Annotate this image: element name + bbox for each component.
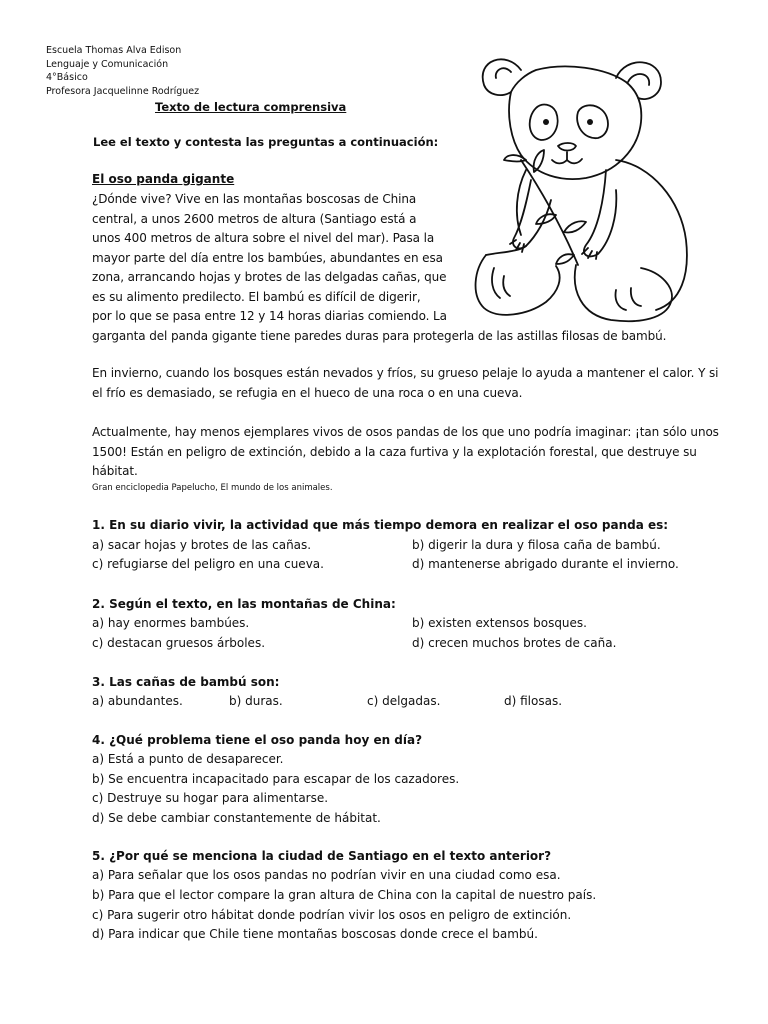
- q2-option-b: b) existen extensos bosques.: [412, 616, 587, 630]
- article-line: hábitat.: [92, 464, 138, 478]
- q2-option-d: d) crecen muchos brotes de caña.: [412, 636, 617, 650]
- question-4: 4. ¿Qué problema tiene el oso panda hoy en día?: [92, 733, 423, 747]
- article-line: el frío es demasiado, se refugia en el hueco de una roca o en una cueva.: [92, 385, 523, 400]
- article-line: Actualmente, hay menos ejemplares vivos de osos pandas de los que uno podría imaginar: ¡tan sólo unos: [92, 425, 719, 439]
- question-5: 5. ¿Por qué se menciona la ciudad de Santiago en el texto anterior?: [92, 849, 552, 863]
- q5-option-c: c) Para sugerir otro hábitat donde podrían vivir los osos en peligro de extinción.: [92, 907, 572, 922]
- q3-option-d: d) filosas.: [504, 694, 563, 708]
- q1-option-a: a) sacar hojas y brotes de las cañas.: [92, 538, 312, 552]
- q2-option-a: a) hay enormes bambúes.: [92, 616, 250, 630]
- q4-option-c: c) Destruye su hogar para alimentarse.: [92, 791, 329, 805]
- article-source: Gran enciclopedia Papelucho, El mundo de los animales.: [92, 483, 333, 493]
- article-line: unos 400 metros de altura sobre el nivel del mar). Pasa la: [92, 231, 435, 245]
- q2-option-c: c) destacan gruesos árboles.: [92, 636, 266, 650]
- q1-option-c: c) refugiarse del peligro en una cueva.: [92, 557, 324, 571]
- instructions: Lee el texto y contesta las preguntas a continuación:: [93, 135, 439, 149]
- article-line: ¿Dónde vive? Vive en las montañas boscosas de China: [92, 192, 417, 206]
- article-heading: El oso panda gigante: [92, 172, 235, 186]
- q5-option-b: b) Para que el lector compare la gran altura de China con la capital de nuestro país.: [92, 888, 597, 902]
- page-title: Texto de lectura comprensiva: [155, 100, 347, 114]
- article-line: mayor parte del día entre los bambúes, abundantes en esa: [92, 250, 443, 265]
- question-1: 1. En su diario vivir, la actividad que más tiempo demora en realizar el oso panda es:: [92, 518, 669, 532]
- q5-option-a: a) Para señalar que los osos pandas no podrían vivir en una ciudad como esa.: [92, 868, 561, 882]
- article-line: por lo que se pasa entre 12 y 14 horas diarias comiendo. La: [92, 309, 447, 323]
- q5-option-d: d) Para indicar que Chile tiene montañas boscosas donde crece el bambú.: [92, 927, 538, 941]
- article-line: es su alimento predilecto. El bambú es difícil de digerir,: [92, 289, 421, 304]
- article-line: 1500! Están en peligro de extinción, debido a la caza furtiva y la explotación forestal, que destruye su: [92, 444, 697, 459]
- q3-option-c: c) delgadas.: [367, 694, 441, 708]
- teacher-name: Profesora Jacquelinne Rodríguez: [46, 85, 200, 97]
- q3-option-a: a) abundantes.: [92, 694, 183, 708]
- school-name: Escuela Thomas Alva Edison: [46, 45, 182, 56]
- panda-illustration-icon: [466, 40, 706, 330]
- article-line: En invierno, cuando los bosques están nevados y fríos, su grueso pelaje lo ayuda a mantener el calor. Y si: [92, 366, 719, 380]
- subject-name: Lenguaje y Comunicación: [46, 58, 169, 70]
- article-line: garganta del panda gigante tiene paredes duras para protegerla de las astillas filosas de bambú.: [92, 328, 667, 343]
- question-2: 2. Según el texto, en las montañas de China:: [92, 597, 396, 611]
- q4-option-a: a) Está a punto de desaparecer.: [92, 752, 284, 766]
- q3-option-b: b) duras.: [229, 694, 283, 708]
- q4-option-b: b) Se encuentra incapacitado para escapar de los cazadores.: [92, 771, 460, 786]
- article-line: zona, arrancando hojas y brotes de las delgadas cañas, que: [92, 270, 447, 284]
- q1-option-d: d) mantenerse abrigado durante el invierno.: [412, 557, 679, 571]
- q4-option-d: d) Se debe cambiar constantemente de hábitat.: [92, 810, 381, 825]
- question-3: 3. Las cañas de bambú son:: [92, 675, 280, 689]
- q1-option-b: b) digerir la dura y filosa caña de bambú.: [412, 538, 661, 552]
- grade-label: 4°Básico: [46, 72, 88, 83]
- article-line: central, a unos 2600 metros de altura (Santiago está a: [92, 211, 417, 226]
